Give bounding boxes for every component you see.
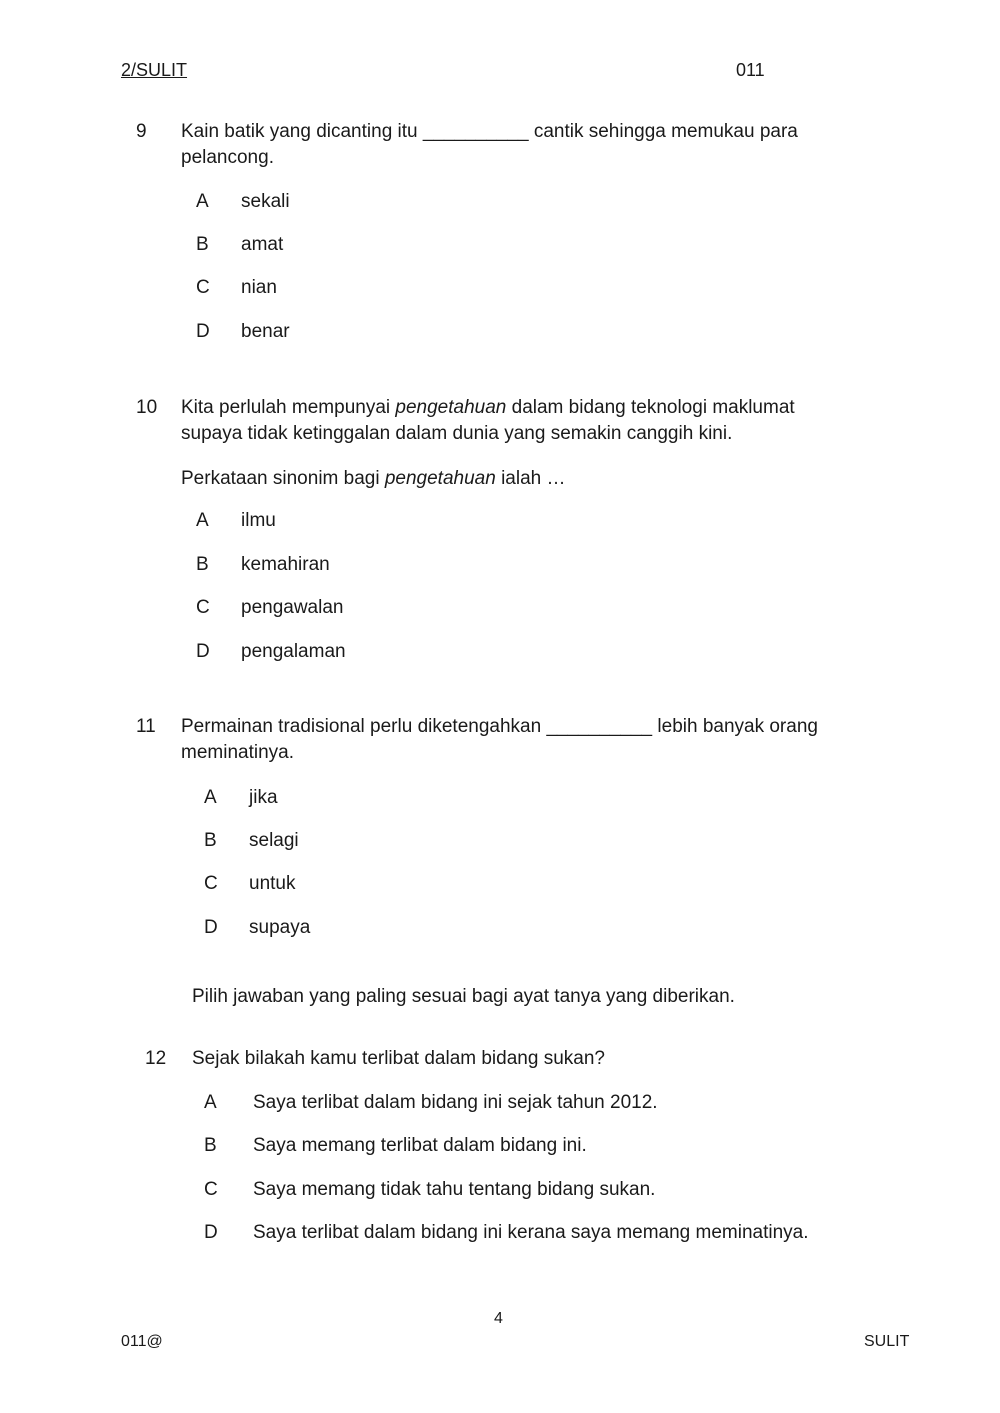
option-letter: B bbox=[204, 830, 217, 851]
option-text[interactable]: selagi bbox=[249, 830, 299, 851]
option-text[interactable]: ilmu bbox=[241, 510, 276, 531]
prompt-before: Perkataan sinonim bagi bbox=[181, 468, 385, 489]
question-text-before: Kita perlulah mempunyai bbox=[181, 397, 396, 418]
question-number: 11 bbox=[136, 716, 156, 737]
prompt-after: ialah … bbox=[495, 468, 566, 489]
option-text[interactable]: sekali bbox=[241, 191, 290, 212]
option-letter: D bbox=[196, 321, 210, 342]
question-text: Permainan tradisional perlu diketengahkan __________ lebih banyak orang meminatinya. bbox=[181, 716, 818, 763]
option-text[interactable]: untuk bbox=[249, 873, 296, 894]
question-number: 12 bbox=[145, 1048, 167, 1069]
option-text[interactable]: supaya bbox=[249, 917, 311, 938]
question-text-after: dalam bidang teknologi maklumat supaya tidak ketinggalan dalam dunia yang semakin canggih kini. bbox=[181, 397, 795, 444]
option-letter: A bbox=[204, 787, 217, 808]
option-letter: A bbox=[196, 510, 209, 531]
option-text[interactable]: pengalaman bbox=[241, 641, 346, 662]
option-text[interactable]: Saya memang terlibat dalam bidang ini. bbox=[253, 1135, 587, 1156]
option-text[interactable]: pengawalan bbox=[241, 597, 344, 618]
option-text[interactable]: Saya memang tidak tahu tentang bidang sukan. bbox=[253, 1179, 656, 1200]
option-text[interactable]: jika bbox=[249, 787, 278, 808]
option-text[interactable]: Saya terlibat dalam bidang ini kerana saya memang meminatinya. bbox=[253, 1222, 809, 1243]
question-text: Kain batik yang dicanting itu __________ cantik sehingga memukau para pelancong. bbox=[181, 121, 798, 168]
option-letter: C bbox=[204, 873, 218, 894]
option-letter: B bbox=[204, 1135, 217, 1156]
option-letter: B bbox=[196, 554, 209, 575]
option-text[interactable]: benar bbox=[241, 321, 290, 342]
question-text-italic: pengetahuan bbox=[395, 397, 507, 418]
option-letter: C bbox=[196, 597, 210, 618]
option-letter: D bbox=[204, 1222, 218, 1243]
question-number: 10 bbox=[136, 397, 158, 418]
option-letter: D bbox=[204, 917, 218, 938]
footer-left-code: 011@ bbox=[121, 1333, 163, 1350]
question-text bbox=[181, 395, 861, 447]
footer-right-label: SULIT bbox=[864, 1333, 910, 1350]
option-letter: B bbox=[196, 234, 209, 255]
option-letter: A bbox=[204, 1092, 217, 1113]
question-number: 9 bbox=[136, 121, 147, 142]
option-text[interactable]: amat bbox=[241, 234, 284, 255]
question-text: Sejak bilakah kamu terlibat dalam bidang sukan? bbox=[192, 1048, 605, 1069]
option-text[interactable]: nian bbox=[241, 277, 277, 298]
option-letter: A bbox=[196, 191, 209, 212]
option-text[interactable]: kemahiran bbox=[241, 554, 330, 575]
prompt-italic: pengetahuan bbox=[384, 468, 496, 489]
header-left-label: 2/SULIT bbox=[121, 60, 188, 80]
question-prompt bbox=[181, 466, 861, 492]
page-number: 4 bbox=[494, 1310, 503, 1327]
option-letter: D bbox=[196, 641, 210, 662]
option-letter: C bbox=[204, 1179, 218, 1200]
option-letter: C bbox=[196, 277, 210, 298]
header-right-code: 011 bbox=[736, 60, 765, 80]
section-instruction: Pilih jawaban yang paling sesuai bagi ayat tanya yang diberikan. bbox=[192, 986, 735, 1007]
option-text[interactable]: Saya terlibat dalam bidang ini sejak tahun 2012. bbox=[253, 1092, 658, 1113]
